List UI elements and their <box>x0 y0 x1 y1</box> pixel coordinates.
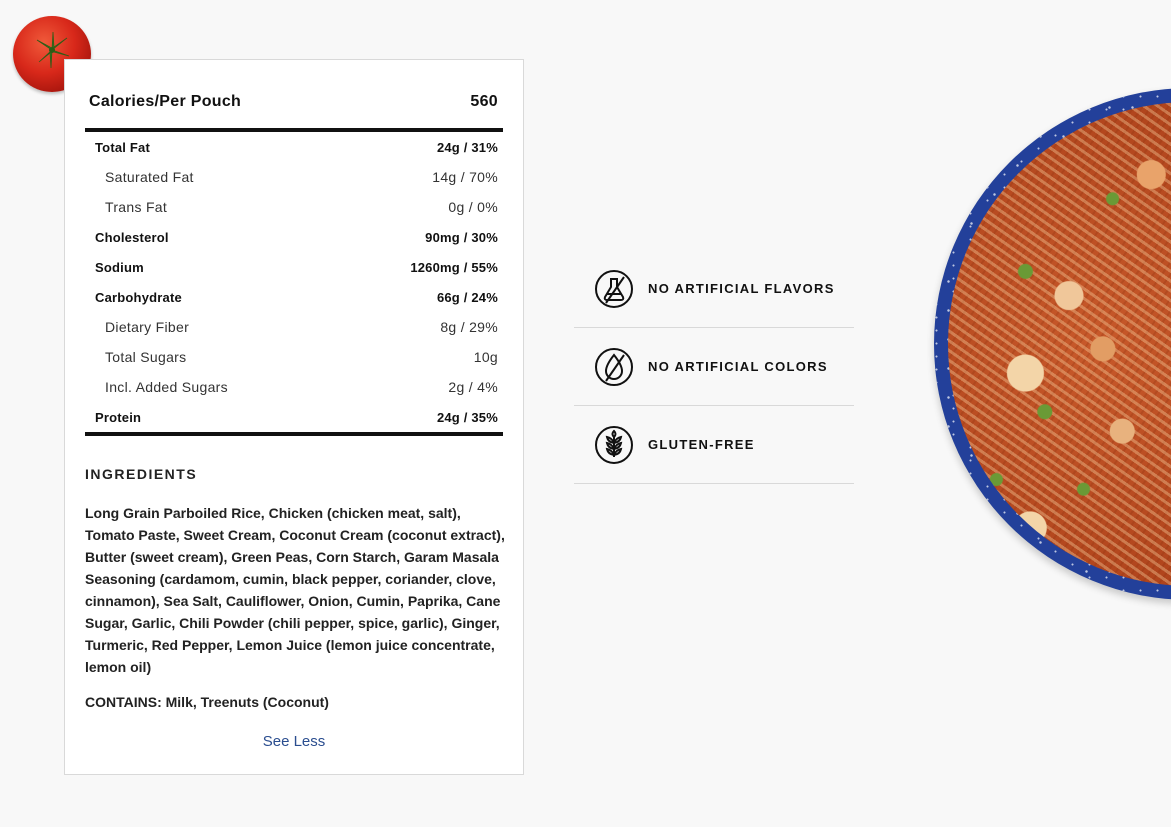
nutrition-row-added-sugars <box>85 372 503 402</box>
nutrient-label: Dietary Fiber <box>105 319 190 335</box>
allergen-contains: CONTAINS: Milk, Treenuts (Coconut) <box>85 694 329 710</box>
nutrient-value: 2g / 4% <box>448 379 498 395</box>
nutrient-label: Total Sugars <box>105 349 187 365</box>
calories-value: 560 <box>470 93 498 110</box>
bowl-food <box>948 102 1171 586</box>
nutrient-label: Trans Fat <box>105 199 168 215</box>
feature-label: GLUTEN-FREE <box>648 437 755 452</box>
calories-row <box>89 93 498 111</box>
nutrition-row-trans-fat <box>85 192 503 222</box>
feature-gluten-free <box>574 406 854 484</box>
nutrient-label: Saturated Fat <box>105 169 194 185</box>
nutrient-value: 14g / 70% <box>432 169 498 185</box>
wheat-icon <box>594 425 634 465</box>
nutrient-label: Sodium <box>95 259 144 275</box>
nutrient-value: 24g / 31% <box>436 139 498 155</box>
nutrient-value: 24g / 35% <box>436 409 498 425</box>
nutrition-row-sodium <box>85 252 503 282</box>
nutrition-row-total-sugars <box>85 342 503 372</box>
ingredients-text: Long Grain Parboiled Rice, Chicken (chicken meat, salt), Tomato Paste, Sweet Cream, Coconut Cream (coconut extract), Butter (sweet cream), Green Peas, Corn Starch, Garam Masala Seasoning (cardamom, cumin, black pepper, coriander, clove, cinnamon), Sea Salt, Cauliflower, Onion, Cumin, Paprika, Cane Sugar, Garlic, Chili Powder (chili pepper, spice, garlic), Ginger, Turmeric, Red Pepper, Lemon Juice (lemon juice concentrate, lemon oil) <box>85 505 505 675</box>
nutrient-label: Cholesterol <box>95 229 169 245</box>
feature-label: NO ARTIFICIAL FLAVORS <box>648 281 835 296</box>
nutrient-label: Protein <box>95 409 142 425</box>
food-bowl-image <box>934 88 1171 600</box>
nutrient-value: 90mg / 30% <box>425 229 498 245</box>
nutrient-value: 66g / 24% <box>436 289 498 305</box>
nutrient-value: 8g / 29% <box>440 319 498 335</box>
nutrition-row-total-fat <box>85 132 503 162</box>
nutrition-row-dietary-fiber <box>85 312 503 342</box>
nutrient-value: 0g / 0% <box>448 199 498 215</box>
feature-no-artificial-colors <box>574 328 854 406</box>
nutrition-row-cholesterol <box>85 222 503 252</box>
nutrient-label: Incl. Added Sugars <box>105 379 228 395</box>
nutrition-table <box>85 132 503 432</box>
feature-list <box>574 250 854 484</box>
ingredients-title: INGREDIENTS <box>85 466 198 482</box>
flask-crossed-icon <box>594 269 634 309</box>
see-less-link[interactable]: See Less <box>262 733 326 750</box>
nutrition-row-saturated-fat <box>85 162 503 192</box>
feature-label: NO ARTIFICIAL COLORS <box>648 359 828 374</box>
feature-no-artificial-flavors <box>574 250 854 328</box>
nutrition-card <box>64 59 524 775</box>
nutrient-value: 1260mg / 55% <box>410 259 498 275</box>
calories-label: Calories/Per Pouch <box>89 93 242 110</box>
nutrient-value: 10g <box>473 349 498 365</box>
nutrition-rule-bottom <box>85 432 503 436</box>
nutrient-label: Total Fat <box>95 139 150 155</box>
nutrient-label: Carbohydrate <box>95 289 182 305</box>
nutrition-row-carbohydrate <box>85 282 503 312</box>
nutrition-row-protein <box>85 402 503 432</box>
drop-crossed-icon <box>594 347 634 387</box>
